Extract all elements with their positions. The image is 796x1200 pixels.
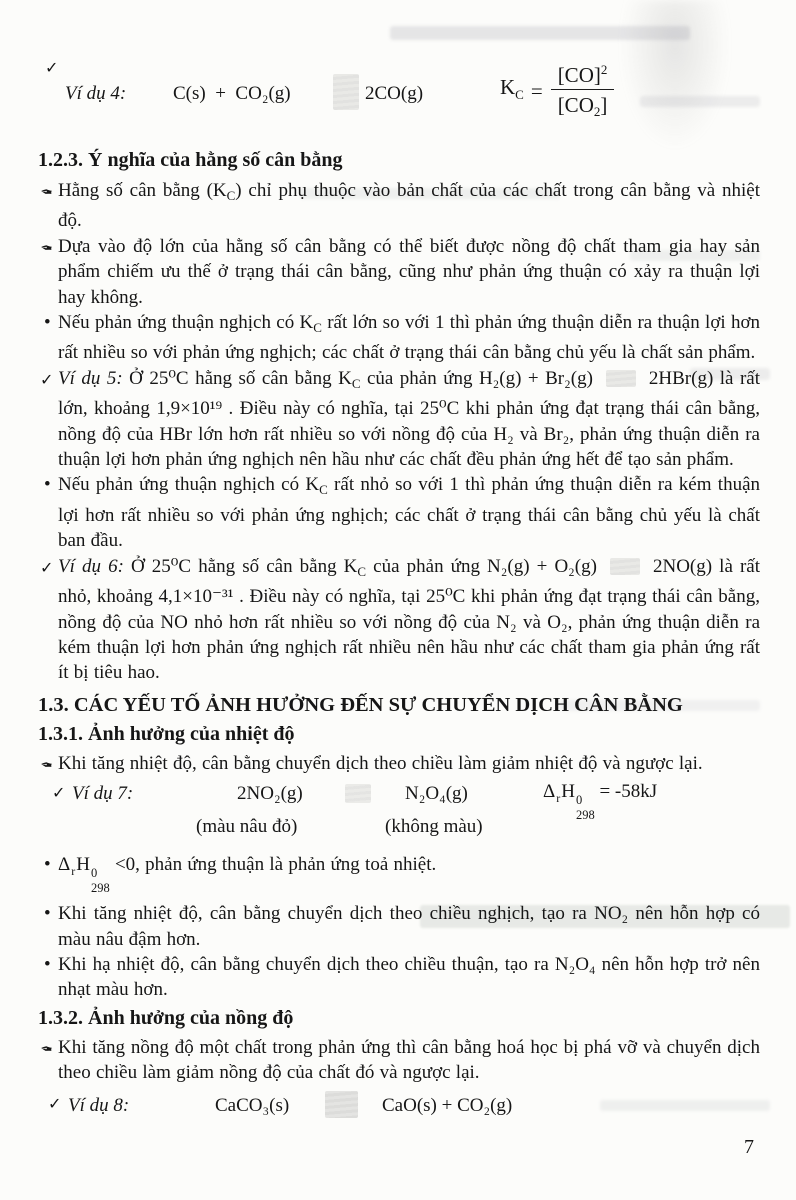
equilibrium-arrow-icon xyxy=(606,370,636,387)
bullet-kc-small: • Nếu phản ứng thuận nghịch có $K_C$ rất nhỏ so với 1 thì phản ứng thuận diễn ra kém thuận lợi hơn rất nhiều so với phản ứng nghịch; các chất ở trạng thái cân bằng chủ yếu là chất ban đầu. xyxy=(44,474,760,552)
reactant-color-caption: (màu nâu đỏ) xyxy=(196,816,298,838)
dot-bullet-icon: • xyxy=(44,903,51,925)
pen-bullet-icon: ✒ xyxy=(38,1038,54,1059)
section-1-3-2-title: 1.3.2. Ảnh hưởng của nồng độ xyxy=(38,1006,294,1029)
equilibrium-arrow-icon xyxy=(333,74,359,110)
example-5-label: Ví dụ 5: xyxy=(58,367,123,389)
equilibrium-arrow-icon xyxy=(345,784,371,803)
section-1-3-1-title: 1.3.1. Ảnh hưởng của nhiệt độ xyxy=(38,722,295,745)
example-7 xyxy=(38,779,760,822)
reaction-enthalpy: $\Delta_rH$ 0 298 xyxy=(58,854,110,895)
bullet-temp-decrease: • Khi hạ nhiệt độ, cân bằng chuyển dịch theo chiều thuận, tạo ra N₂O₄ nên hỗn hợp trở nên nhạt màu hơn. xyxy=(44,953,760,1001)
dot-bullet-icon: • xyxy=(44,953,51,975)
section-1-3-title: 1.3. CÁC YẾU TỐ ẢNH HƯỞNG ĐẾN SỰ CHUYỂN DỊCH CÂN BẰNG xyxy=(38,693,683,716)
check-icon: ✓ xyxy=(45,58,59,77)
check-icon: ✓ xyxy=(48,1093,62,1113)
example-4 xyxy=(38,54,760,140)
bleed-through-artifact xyxy=(390,26,690,40)
kc-numerator: [CO]$^2$ xyxy=(551,62,615,90)
example-7-reactant: 2NO₂(g) xyxy=(237,783,303,805)
kc-symbol: $K_C$ xyxy=(500,75,524,103)
example-8-reactant: CaCO₃(s) xyxy=(215,1094,290,1116)
kc-formula xyxy=(500,62,614,121)
example-4-label: Ví dụ 4: xyxy=(65,83,127,104)
check-icon: ✓ xyxy=(40,369,54,389)
bullet-temp-increase: • Khi tăng nhiệt độ, cân bằng chuyển dịch theo chiều nghịch, tạo ra NO₂ nên hỗn hợp có màu nâu đậm hơn. xyxy=(44,903,760,950)
example-6: ✓ Ví dụ 6: Ở 25⁰C hằng số cân bằng $K_C$ của phản ứng N₂(g) + O₂(g) 2NO(g) là rất nhỏ, khoảng 4,1×10⁻³¹ . Điều này có nghĩa, tại 25⁰C khi phản ứng đạt trạng thái cân bằng, nồng độ của NO nhỏ hơn rất nhiều so với nồng độ của N₂ và O₂, phản ứng thuận diễn ra kém thuận lợi hơn phản ứng nghịch rất nhiều nên hầu như các chất tham gia phản ứng rất ít bị tiêu hao. xyxy=(40,555,761,684)
equilibrium-arrow-icon xyxy=(325,1091,358,1118)
equilibrium-arrow-icon xyxy=(610,558,640,575)
bullet-kc-large: • Nếu phản ứng thuận nghịch có $K_C$ rất lớn so với 1 thì phản ứng thuận diễn ra thuận lợi hơn rất nhiều so với phản ứng nghịch; các chất ở trạng thái cân bằng chủ yếu là chất sản phẩm. xyxy=(44,312,760,364)
kc-fraction xyxy=(551,62,615,121)
bullet-exothermic: • $\Delta_rH$ 0 298 <0, phản ứng thuận là phản ứng toả nhiệt. xyxy=(38,849,760,894)
example-5: ✓ Ví dụ 5: Ở 25⁰C hằng số cân bằng $K_C$ của phản ứng H₂(g) + Br₂(g) 2HBr(g) là rất lớn, khoảng 1,9×10¹⁹ . Điều này có nghĩa, tại 25⁰C khi phản ứng đạt trạng thái cân bằng, nồng độ của HBr lớn hơn rất nhiều so với nồng độ của H₂ và Br₂, phản ứng thuận diễn ra thuận lợi hơn phản ứng nghịch nên hầu như các chất đều phản ứng hết để tạo sản phẩm. xyxy=(40,367,760,471)
example-7-product: N₂O₄(g) xyxy=(405,783,468,805)
bullet-concentration-rule: ✒ Khi tăng nồng độ một chất trong phản ứng thì cân bằng hoá học bị phá vỡ và chuyển dịch theo chiều làm giảm nồng độ của chất đó và ngược lại. xyxy=(38,1036,760,1084)
bullet-kc-magnitude: ✒ Dựa vào độ lớn của hằng số cân bằng có thể biết được nồng độ chất tham gia hay sản phẩm chiếm ưu thế ở trạng thái cân bằng, cũng như phản ứng thuận có xảy ra thuận lợi hay không. xyxy=(38,235,760,308)
pen-bullet-icon: ✒ xyxy=(38,754,54,775)
check-icon: ✓ xyxy=(40,557,54,577)
dot-bullet-icon: • xyxy=(44,312,51,334)
example-7-captions xyxy=(38,813,760,843)
kc-denominator: $[CO_2]$ xyxy=(557,93,608,120)
equals-sign: = xyxy=(530,78,543,103)
pen-bullet-icon: ✒ xyxy=(38,182,54,202)
reaction-enthalpy: $\Delta_rH$ 0 298 = -58kJ xyxy=(543,781,658,822)
pen-bullet-icon: ✒ xyxy=(38,238,54,258)
example-4-reactants: C(s) + CO₂(g) xyxy=(173,83,291,104)
dot-bullet-icon: • xyxy=(44,854,51,876)
bullet-kc-definition: ✒ Hằng số cân bằng $(K_C)$ chỉ phụ thuộc vào bản chất của các chất trong cân bằng và nhiệt độ. xyxy=(38,180,760,232)
check-icon: ✓ xyxy=(52,783,66,803)
dot-bullet-icon: • xyxy=(44,474,51,496)
product-color-caption: (không màu) xyxy=(385,816,483,838)
example-8-label: Ví dụ 8: xyxy=(68,1094,130,1116)
example-8-products: CaO(s) + CO₂(g) xyxy=(382,1094,513,1116)
example-4-products: 2CO(g) xyxy=(365,83,424,104)
example-8 xyxy=(38,1090,760,1124)
page-number: 7 xyxy=(744,1135,754,1158)
page-content xyxy=(38,54,760,1124)
example-7-label: Ví dụ 7: xyxy=(72,783,134,805)
section-1-2-3-title: 1.2.3. Ý nghĩa của hằng số cân bằng xyxy=(38,149,343,171)
enthalpy-value: = -58kJ xyxy=(599,781,658,803)
example-6-label: Ví dụ 6: xyxy=(58,555,124,577)
bullet-temperature-rule: ✒ Khi tăng nhiệt độ, cân bằng chuyển dịch theo chiều làm giảm nhiệt độ và ngược lại. xyxy=(38,751,760,776)
